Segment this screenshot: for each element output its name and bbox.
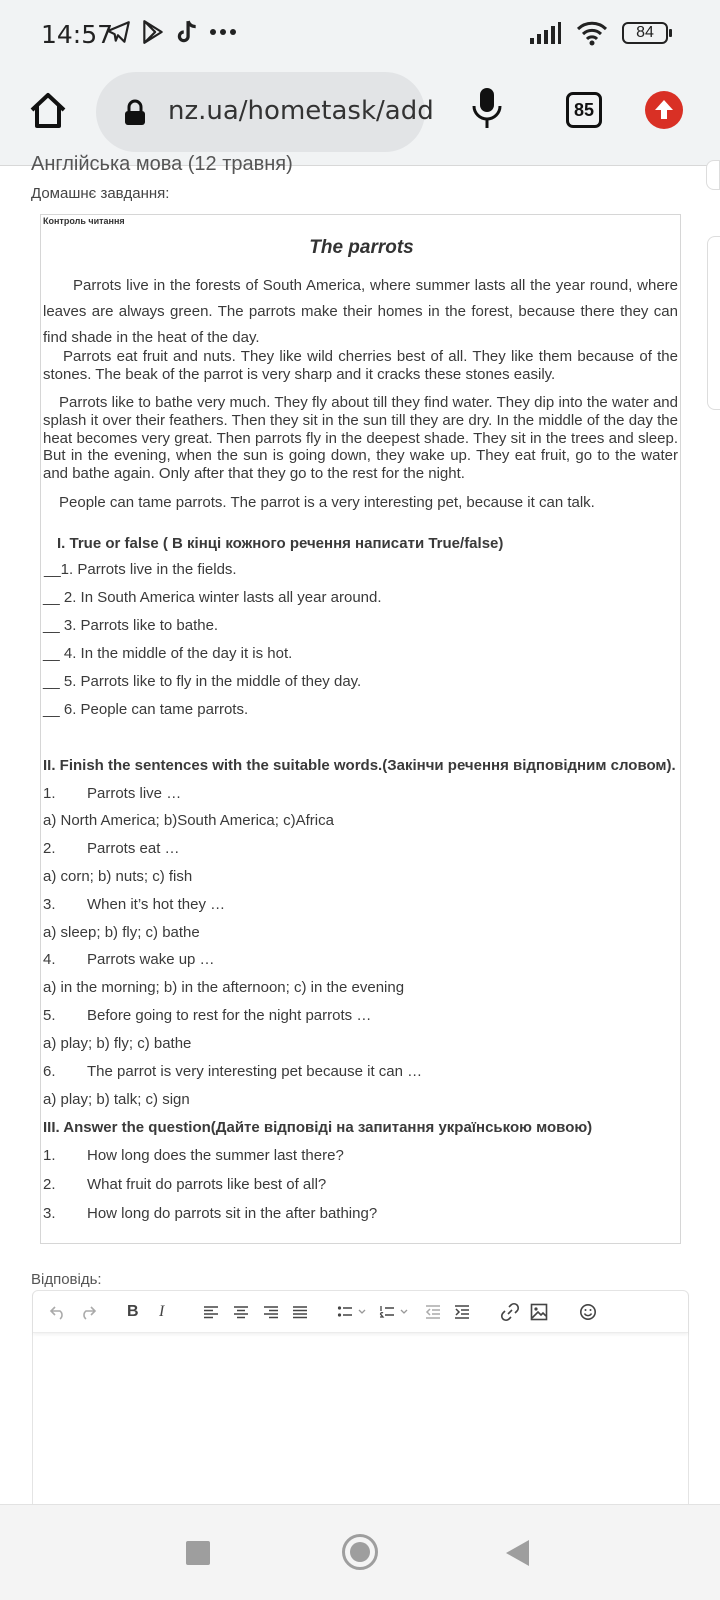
question: [43, 1007, 371, 1024]
browser-toolbar: [0, 68, 720, 166]
question-number: 4.: [43, 951, 56, 968]
answer-options: a) North America; b)South America; c)Africa: [43, 812, 334, 829]
signal-icon: [528, 21, 562, 45]
align-right-icon[interactable]: [263, 1302, 279, 1322]
align-left-icon[interactable]: [203, 1302, 219, 1322]
question: [43, 840, 180, 857]
question-text: How long do parrots sit in the after bathing?: [87, 1205, 378, 1222]
answer-options: a) play; b) fly; c) bathe: [43, 1035, 192, 1052]
recents-button[interactable]: [186, 1541, 210, 1565]
align-justify-icon[interactable]: [292, 1302, 308, 1322]
status-bar: [0, 0, 720, 68]
question-number: 5.: [43, 1007, 56, 1024]
image-icon[interactable]: [530, 1302, 548, 1322]
home-button[interactable]: [342, 1534, 378, 1570]
status-time: 14:57: [41, 20, 114, 49]
outdent-icon[interactable]: [425, 1302, 441, 1322]
question-text: When it’s hot they …: [87, 896, 226, 913]
question: [43, 1176, 326, 1193]
question: [43, 896, 225, 913]
bold-button[interactable]: B: [127, 1303, 139, 1320]
wifi-icon: [576, 20, 608, 46]
section-1-heading: I. True or false ( В кінці кожного речення написати True/false): [57, 535, 504, 552]
question: [43, 785, 181, 802]
paragraph: People can tame parrots. The parrot is a very interesting pet, because it can talk.: [59, 494, 595, 511]
answer-text-area[interactable]: [33, 1333, 688, 1529]
section-2-heading: II. Finish the sentences with the suitable words.(Закінчи речення відповідним словом).: [43, 757, 676, 774]
answer-options: a) sleep; b) fly; c) bathe: [43, 924, 200, 941]
homework-label: Домашнє завдання:: [31, 185, 170, 202]
link-icon[interactable]: [501, 1302, 519, 1322]
tab-switcher-button[interactable]: 85: [566, 92, 602, 128]
more-notifications-icon: [208, 27, 238, 37]
question-text: What fruit do parrots like best of all?: [87, 1176, 327, 1193]
true-false-item: __ 3. Parrots like to bathe.: [43, 617, 219, 634]
web-page: [0, 153, 720, 1504]
arrow-up-icon: [645, 91, 683, 129]
true-false-item: __ 5. Parrots like to fly in the middle of they day.: [43, 673, 362, 690]
question: [43, 1063, 422, 1080]
true-false-item: __1. Parrots live in the fields.: [44, 561, 237, 578]
answer-options: a) play; b) talk; c) sign: [43, 1091, 190, 1108]
answer-options: a) corn; b) nuts; c) fish: [43, 868, 193, 885]
indent-icon[interactable]: [454, 1302, 470, 1322]
address-bar[interactable]: [96, 72, 434, 152]
system-icons: [528, 20, 668, 46]
undo-icon[interactable]: [49, 1302, 67, 1322]
navigation-bar: [0, 1504, 720, 1600]
true-false-item: __ 6. People can tame parrots.: [43, 701, 249, 718]
back-button[interactable]: [506, 1540, 529, 1566]
question-text: How long does the summer last there?: [87, 1147, 344, 1164]
side-scroll-handle[interactable]: [707, 236, 720, 410]
update-button[interactable]: [645, 91, 683, 129]
answer-label: Відповідь:: [31, 1271, 102, 1288]
answer-editor: [32, 1290, 689, 1530]
paragraph: Parrots eat fruit and nuts. They like wild cherries best of all. They like them because of the stones. The beak of the parrot is very sharp and it cracks these stones easily.: [43, 348, 678, 383]
url-text[interactable]: nz.ua/hometask/add: [168, 96, 434, 126]
question: [43, 1147, 344, 1164]
reading-label: Контроль читання: [43, 216, 125, 226]
home-icon[interactable]: [28, 90, 68, 130]
tiktok-icon: [174, 19, 200, 45]
question: [43, 1205, 377, 1222]
notification-icons: [106, 19, 238, 45]
true-false-item: __ 2. In South America winter lasts all year around.: [43, 589, 382, 606]
homework-content: [40, 214, 681, 1244]
question-number: 3.: [43, 1205, 56, 1222]
question-text: The parrot is very interesting pet because it can …: [87, 1063, 423, 1080]
answer-options: a) in the morning; b) in the afternoon; c) in the evening: [43, 979, 405, 996]
telegram-icon: [106, 19, 132, 45]
question-text: Before going to rest for the night parrots …: [87, 1007, 372, 1024]
question-number: 3.: [43, 896, 56, 913]
paragraph: Parrots live in the forests of South America, where summer lasts all the year round, where leaves are always green. The parrots make their homes in the forest, because there they can find shade in the heat of the day.: [43, 277, 678, 346]
side-panel-tab[interactable]: [706, 160, 720, 190]
question: [43, 951, 215, 968]
question-number: 2.: [43, 1176, 56, 1193]
paragraph: Parrots like to bathe very much. They fly about till they find water. They dip into the water and splash it over their feathers. Then they sit in the sun till they are dry. In the middle of the day the heat becomes very great. Then parrots fly in the deepest shade. They sit in the trees and sleep. But in the evening, when the sun is going down, they wake up. They eat fruit, go to the water and bathe again. Only after that they go to the rest for the night.: [43, 394, 678, 483]
lock-icon: [124, 100, 146, 126]
align-center-icon[interactable]: [233, 1302, 249, 1322]
editor-toolbar: [33, 1291, 688, 1333]
italic-button[interactable]: I: [159, 1303, 165, 1320]
question-number: 1.: [43, 1147, 56, 1164]
page-title: Англійська мова (12 травня): [31, 153, 293, 175]
story-title: The parrots: [309, 237, 414, 258]
question-number: 6.: [43, 1063, 56, 1080]
question-text: Parrots eat …: [87, 840, 180, 857]
section-3-heading: III. Answer the question(Дайте відповіді на запитання українською мовою): [43, 1119, 593, 1136]
question-text: Parrots wake up …: [87, 951, 215, 968]
redo-icon[interactable]: [79, 1302, 97, 1322]
bullet-list-icon[interactable]: [337, 1302, 367, 1322]
play-store-icon: [140, 19, 166, 45]
emoji-icon[interactable]: [579, 1302, 597, 1322]
question-text: Parrots live …: [87, 785, 182, 802]
numbered-list-icon[interactable]: [379, 1302, 409, 1322]
microphone-icon[interactable]: [470, 86, 504, 130]
true-false-item: __ 4. In the middle of the day it is hot.: [43, 645, 293, 662]
question-number: 2.: [43, 840, 56, 857]
question-number: 1.: [43, 785, 56, 802]
battery-indicator: 84: [622, 22, 668, 44]
